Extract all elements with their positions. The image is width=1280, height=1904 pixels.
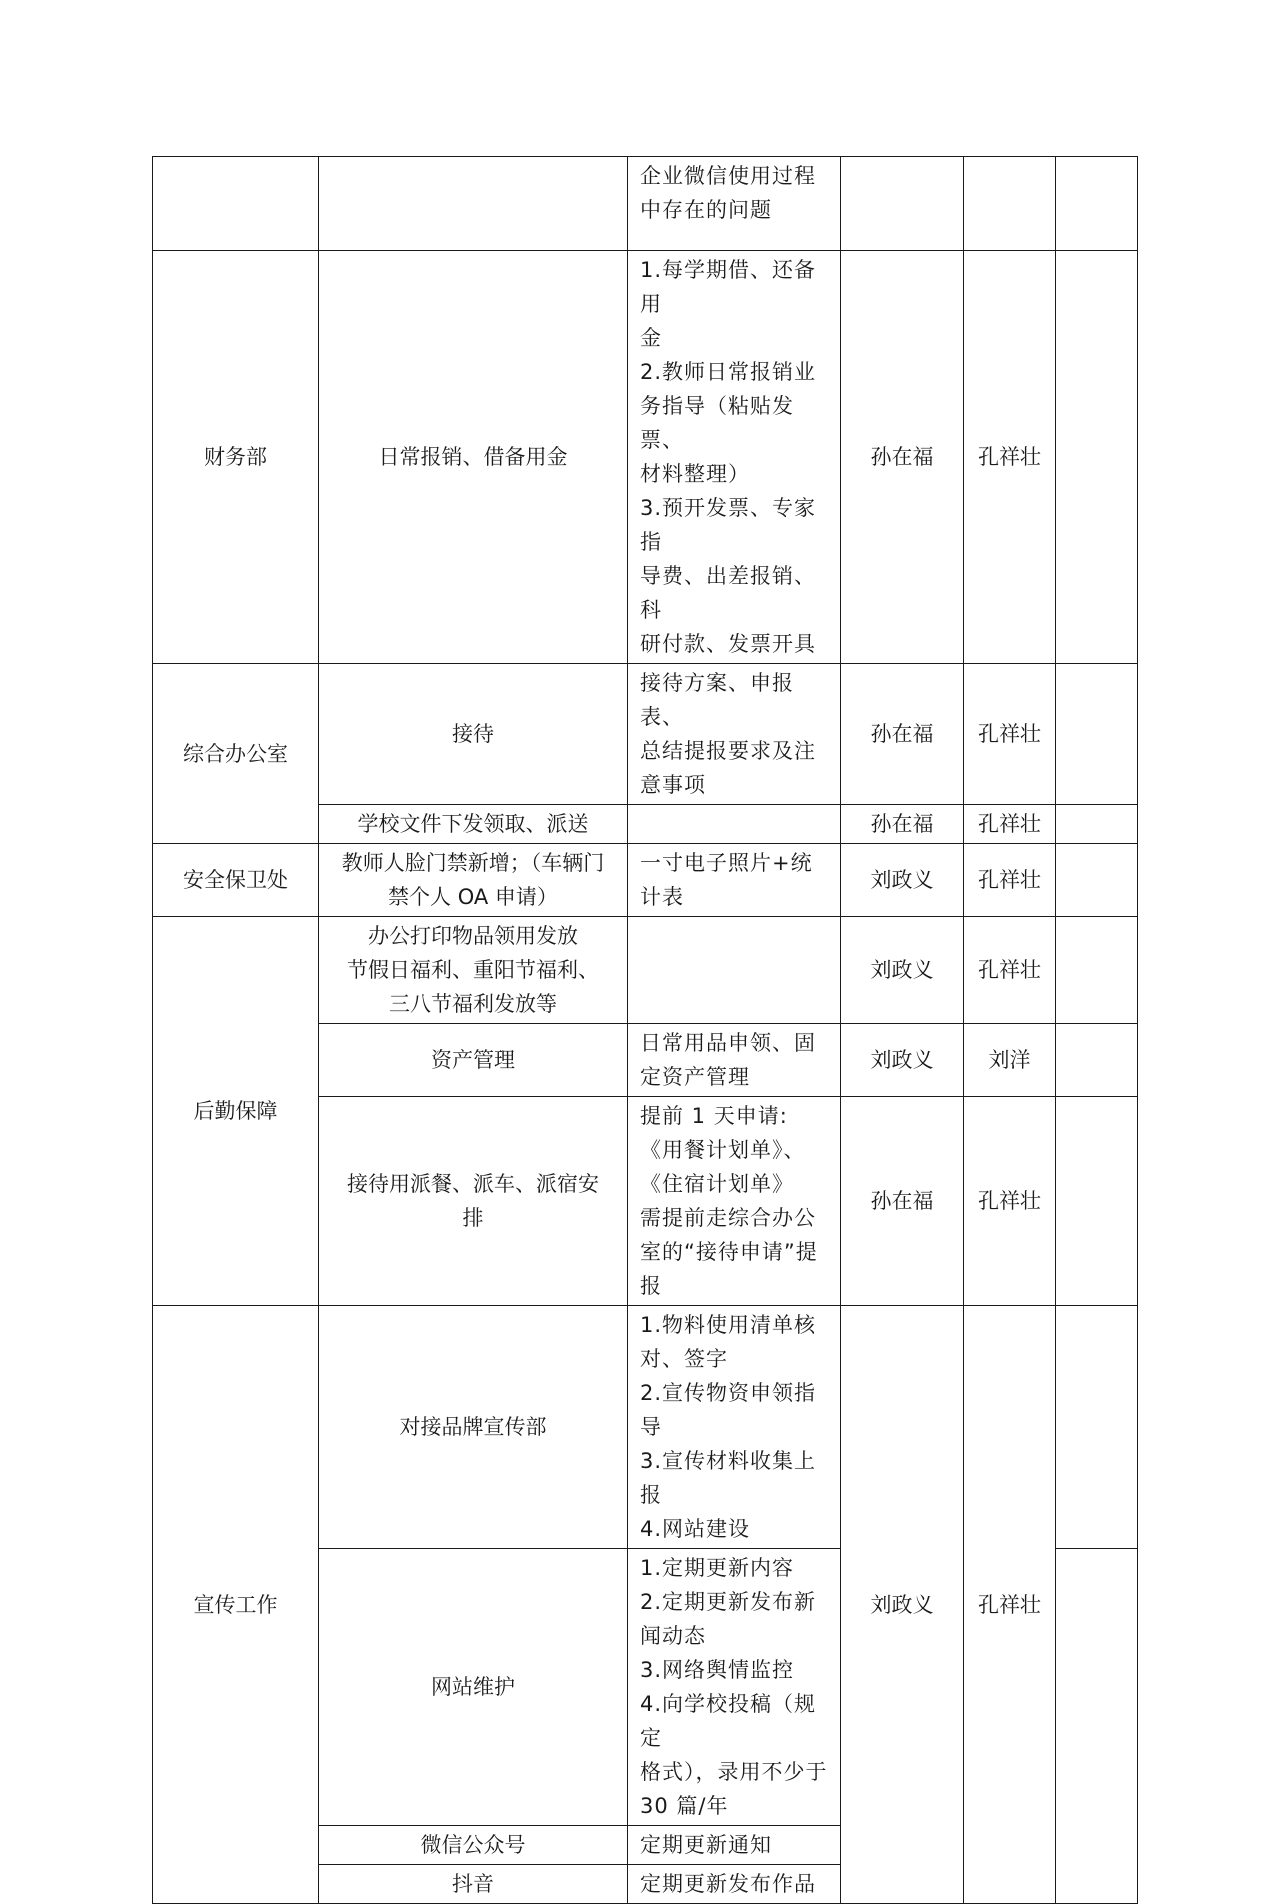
table-row xyxy=(153,917,1138,1024)
task-cell: 对接品牌宣传部 xyxy=(319,1306,628,1549)
supervisor-cell: 刘洋 xyxy=(964,1024,1056,1097)
dept-cell: 后勤保障 xyxy=(153,917,319,1306)
owner-cell: 孙在福 xyxy=(841,251,964,664)
content-line: 一寸电子照片+统 xyxy=(640,851,813,875)
remark-cell xyxy=(1056,1549,1138,1904)
content-line: 意事项 xyxy=(640,773,706,797)
content-cell xyxy=(628,1306,841,1549)
supervisor-cell: 孔祥壮 xyxy=(964,1097,1056,1306)
task-cell: 资产管理 xyxy=(319,1024,628,1097)
task-line: 禁个人 OA 申请） xyxy=(388,885,558,909)
supervisor-cell: 孔祥壮 xyxy=(964,251,1056,664)
owner-cell: 刘政义 xyxy=(841,917,964,1024)
task-line: 教师人脸门禁新增；（车辆门 xyxy=(341,851,605,875)
content-line: 材料整理） xyxy=(640,462,750,486)
content-line: 1.定期更新内容 xyxy=(640,1556,795,1580)
content-line: 定资产管理 xyxy=(640,1065,750,1089)
dept-cell: 财务部 xyxy=(153,251,319,664)
content-line: 2.定期更新发布新 xyxy=(640,1590,817,1614)
owner-cell: 刘政义 xyxy=(841,1024,964,1097)
content-line: 30 篇/年 xyxy=(640,1794,729,1818)
remark-cell xyxy=(1056,1306,1138,1549)
content-line: 企业微信使用过程 xyxy=(640,164,816,188)
content-line: 接待方案、申报表、 xyxy=(640,671,794,729)
content-line: 报 xyxy=(640,1483,662,1507)
task-line: 办公打印物品领用发放 xyxy=(368,924,578,948)
table-row xyxy=(153,157,1138,251)
dept-cell xyxy=(153,157,319,251)
content-cell xyxy=(628,844,841,917)
content-line: 报 xyxy=(640,1274,662,1298)
content-cell xyxy=(628,157,841,251)
content-line: 3.宣传材料收集上 xyxy=(640,1449,817,1473)
content-cell: 定期更新发布作品 xyxy=(628,1865,841,1904)
content-line: 3.预开发票、专家指 xyxy=(640,496,817,554)
supervisor-cell: 孔祥壮 xyxy=(964,917,1056,1024)
content-cell xyxy=(628,664,841,805)
task-cell: 网站维护 xyxy=(319,1549,628,1826)
remark-cell xyxy=(1056,1024,1138,1097)
content-line: 务指导（粘贴发票、 xyxy=(640,394,794,452)
task-cell xyxy=(319,917,628,1024)
content-line: 计表 xyxy=(640,885,684,909)
remark-cell xyxy=(1056,157,1138,251)
table-row xyxy=(153,1306,1138,1549)
content-line: 日常用品申领、固 xyxy=(640,1031,816,1055)
remark-cell xyxy=(1056,664,1138,805)
content-line: 《用餐计划单》、 xyxy=(640,1138,806,1162)
content-line: 导 xyxy=(640,1415,662,1439)
content-line: 《住宿计划单》 xyxy=(640,1172,794,1196)
task-cell xyxy=(319,1097,628,1306)
table-row xyxy=(153,664,1138,805)
content-line: 闻动态 xyxy=(640,1624,706,1648)
task-line: 三八节福利发放等 xyxy=(389,992,557,1016)
content-cell xyxy=(628,1549,841,1826)
task-cell: 学校文件下发领取、派送 xyxy=(319,805,628,844)
content-cell xyxy=(628,1024,841,1097)
content-cell xyxy=(628,805,841,844)
content-line: 格式），录用不少于 xyxy=(640,1760,828,1784)
task-assignment-table xyxy=(152,156,1138,1904)
dept-cell: 安全保卫处 xyxy=(153,844,319,917)
supervisor-cell: 孔祥壮 xyxy=(964,1306,1056,1904)
table-row xyxy=(153,251,1138,664)
content-line: 4.网站建设 xyxy=(640,1517,751,1541)
task-line: 节假日福利、重阳节福利、 xyxy=(347,958,599,982)
owner-cell: 孙在福 xyxy=(841,1097,964,1306)
dept-cell: 宣传工作 xyxy=(153,1306,319,1904)
owner-cell xyxy=(841,157,964,251)
content-line: 4.向学校投稿（规定 xyxy=(640,1692,817,1750)
task-line: 接待用派餐、派车、派宿安 xyxy=(347,1172,599,1196)
content-line: 2.宣传物资申领指 xyxy=(640,1381,817,1405)
supervisor-cell: 孔祥壮 xyxy=(964,664,1056,805)
supervisor-cell xyxy=(964,157,1056,251)
remark-cell xyxy=(1056,917,1138,1024)
owner-cell: 刘政义 xyxy=(841,1306,964,1904)
supervisor-cell: 孔祥壮 xyxy=(964,805,1056,844)
owner-cell: 刘政义 xyxy=(841,844,964,917)
owner-cell: 孙在福 xyxy=(841,805,964,844)
task-cell: 接待 xyxy=(319,664,628,805)
remark-cell xyxy=(1056,844,1138,917)
content-line: 金 xyxy=(640,326,662,350)
content-line: 2.教师日常报销业 xyxy=(640,360,817,384)
content-line: 1.每学期借、还备用 xyxy=(640,258,817,316)
content-cell: 定期更新通知 xyxy=(628,1826,841,1865)
task-cell: 日常报销、借备用金 xyxy=(319,251,628,664)
content-line: 提前 1 天申请: xyxy=(640,1104,788,1128)
content-line: 1.物料使用清单核 xyxy=(640,1313,817,1337)
content-line: 室的“接待申请”提 xyxy=(640,1240,818,1264)
task-cell xyxy=(319,157,628,251)
owner-cell: 孙在福 xyxy=(841,664,964,805)
content-line: 导费、出差报销、科 xyxy=(640,564,816,622)
content-cell xyxy=(628,1097,841,1306)
supervisor-cell: 孔祥壮 xyxy=(964,844,1056,917)
content-cell xyxy=(628,251,841,664)
task-cell xyxy=(319,844,628,917)
remark-cell xyxy=(1056,805,1138,844)
content-line: 中存在的问题 xyxy=(640,198,772,222)
content-line: 需提前走综合办公 xyxy=(640,1206,816,1230)
content-line: 总结提报要求及注 xyxy=(640,739,816,763)
table-row xyxy=(153,844,1138,917)
remark-cell xyxy=(1056,251,1138,664)
content-line: 对、签字 xyxy=(640,1347,728,1371)
content-line: 3.网络舆情监控 xyxy=(640,1658,795,1682)
dept-cell: 综合办公室 xyxy=(153,664,319,844)
remark-cell xyxy=(1056,1097,1138,1306)
task-cell: 抖音 xyxy=(319,1865,628,1904)
content-cell xyxy=(628,917,841,1024)
task-line: 排 xyxy=(462,1206,484,1230)
content-line: 研付款、发票开具 xyxy=(640,632,816,656)
task-cell: 微信公众号 xyxy=(319,1826,628,1865)
